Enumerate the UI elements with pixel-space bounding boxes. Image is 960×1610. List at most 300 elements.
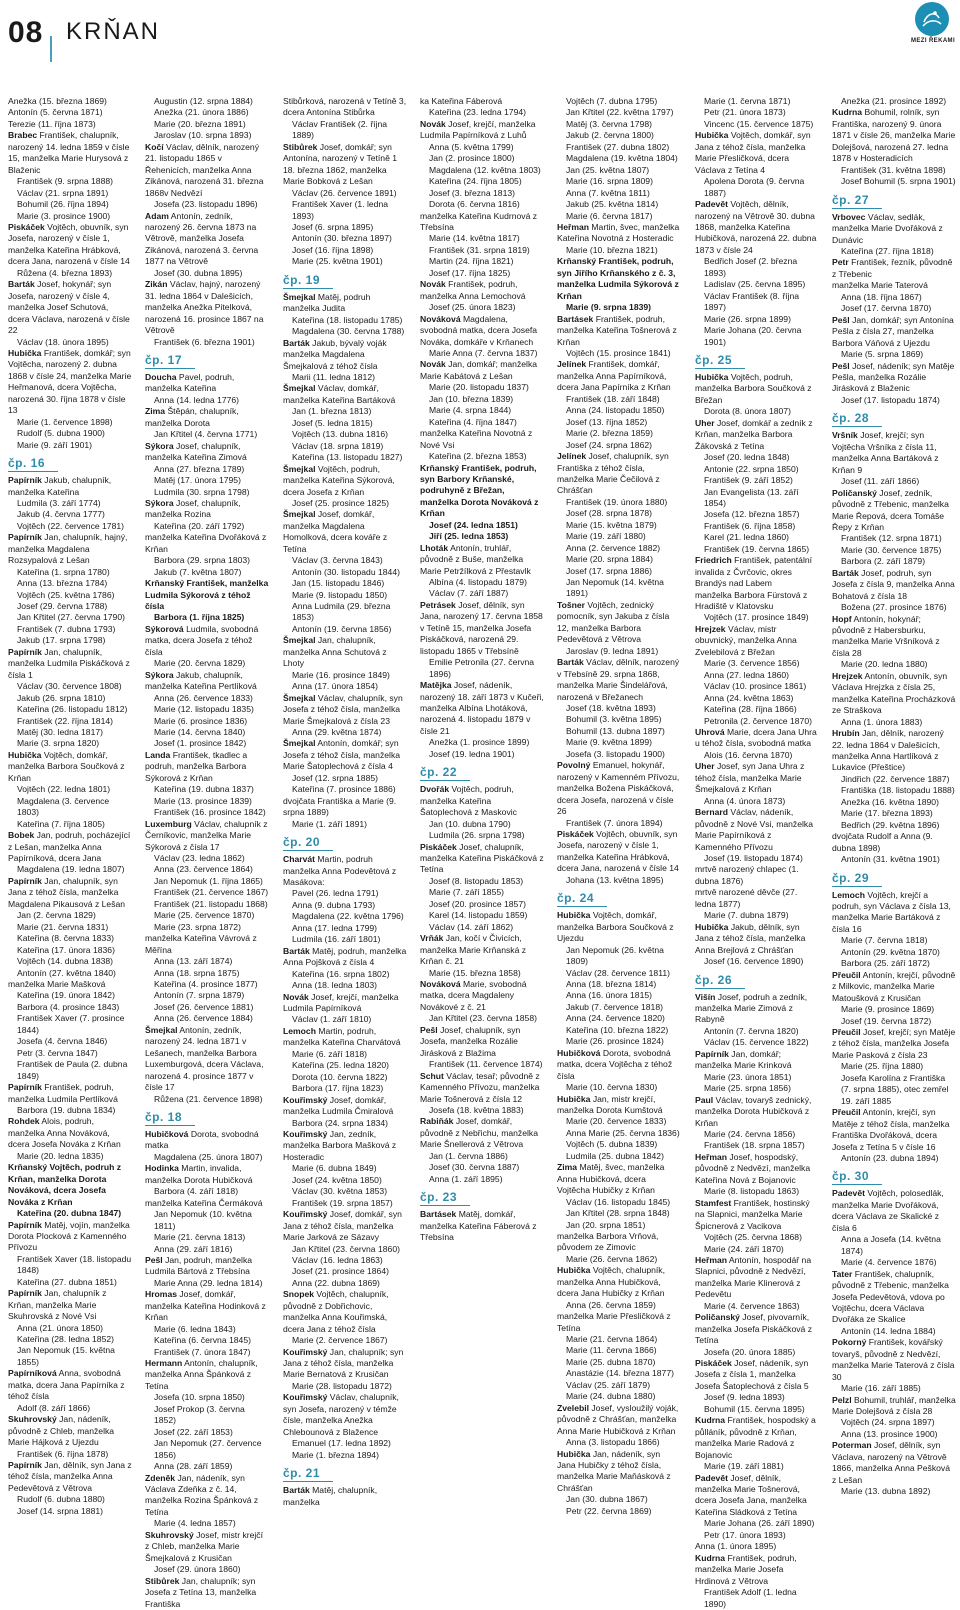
entry-text: Josef (9. ledna 1893) xyxy=(704,1392,785,1403)
family-entry xyxy=(695,922,819,956)
entry-text: Josef, krejčí, manželka Ludmila Papírníková xyxy=(283,991,399,1013)
entry-text: František, řezník, původně z Třebenic xyxy=(832,257,953,279)
child-entry xyxy=(420,1105,544,1116)
entry-text: Petr (22. června 1869) xyxy=(566,1505,652,1516)
child-entry xyxy=(832,1153,956,1164)
entry-name: Barták xyxy=(832,567,859,578)
entry-text: Vojtěch (13. dubna 1816) xyxy=(292,429,389,440)
entry-text: Josefa (20. února 1885) xyxy=(704,1346,796,1357)
child-entry xyxy=(420,1013,544,1024)
child-entry xyxy=(145,853,269,864)
entry-text: Matěj (3. června 1798) xyxy=(566,118,652,129)
entry-text: Marie (2. března 1859) xyxy=(566,428,653,439)
entry-text: Marie (4. července 1863) xyxy=(704,1300,800,1311)
child-entry xyxy=(695,325,819,348)
entry-text: Václav, mistr obuvnický, manželka Anna Zvelebilová z Břežan xyxy=(695,623,797,657)
entry-text: Marie (6. června 1817) xyxy=(566,210,653,221)
family-entry xyxy=(557,314,681,348)
entry-text: Ludmila (26. srpna 1798) xyxy=(429,830,525,841)
entry-text: Anna (16. února 1815) xyxy=(566,990,653,1001)
entry-name: Hubička xyxy=(695,371,729,382)
child-entry xyxy=(8,681,132,692)
child-entry xyxy=(557,176,681,187)
entry-name: Hubička xyxy=(695,921,729,932)
entry-text: Kateřina (20. září 1792) xyxy=(154,520,245,531)
entry-text: Anna (9. dubna 1793) xyxy=(292,899,376,910)
child-entry xyxy=(695,853,819,864)
entry-text: Vojtěch (17. prosince 1849) xyxy=(704,612,809,623)
entry-text: Marie (20. června 1829) xyxy=(154,658,246,669)
column-2 xyxy=(145,96,269,1609)
entry-text: Anna (28. září 1859) xyxy=(154,1461,233,1472)
entry-text: dvojčata Rudolf a Anna (9. dubna 1898) xyxy=(832,831,933,853)
entry-name: Barták xyxy=(283,1485,310,1496)
child-entry xyxy=(283,1014,407,1025)
entry-text: Václav, dělník, narozený 21. listopadu 1865 v Řehenicích, manželka Anna Zikánová, narozená 31. března 1868v Nedvězí xyxy=(145,141,264,198)
entry-text: Emanuel, hokynář, narozený v Kamenném Přívozu, manželka Božena Piskáčková, dcera Josefa, narozená v čísle 26 xyxy=(557,760,680,817)
entry-text: Marie (25. října 1880) xyxy=(841,1061,924,1072)
entry-text: Magdalena (19. května 1804) xyxy=(566,153,678,164)
child-entry xyxy=(695,704,819,715)
entry-text: Josef, krejčí; syn Matěje z téhož čísla, manželka Josefa Marie Pasková z čísla 23 xyxy=(832,1026,956,1060)
family-entry xyxy=(283,1392,407,1438)
child-entry xyxy=(557,1254,681,1265)
child-entry xyxy=(145,429,269,440)
entry-text: Marie (28. listopadu 1872) xyxy=(292,1380,392,1391)
entry-name: Sýkora xyxy=(145,497,174,508)
entry-name: Poterman xyxy=(832,1440,872,1451)
entry-text: Václav František (8. října 1897) xyxy=(704,290,800,313)
child-entry xyxy=(8,819,132,830)
child-entry xyxy=(557,1391,681,1402)
entry-name: Nováková xyxy=(420,313,461,324)
family-entry xyxy=(145,1163,269,1186)
child-entry xyxy=(557,1151,681,1162)
entry-text: Marie (6. dubna 1849) xyxy=(292,1163,377,1174)
entry-name: Jelínek xyxy=(557,359,587,370)
child-entry xyxy=(8,933,132,944)
child-entry xyxy=(145,784,269,795)
entry-text: Josef (6. srpna 1895) xyxy=(292,221,374,232)
entry-text: Josef (1. prosince 1842) xyxy=(154,738,247,749)
entry-text: František, chalupník, narozený 14. ledna 1859 v čísle 15, manželka Marie Hurysová z Blaženic xyxy=(8,130,130,175)
entry-text: Marie (5. srpna 1869) xyxy=(841,349,924,360)
child-entry xyxy=(557,1506,681,1517)
entry-name: Pokorný xyxy=(832,1337,867,1348)
child-entry xyxy=(283,418,407,429)
family-entry xyxy=(145,1255,269,1278)
child-entry xyxy=(8,1277,132,1288)
entry-text: Anna (27. března 1789) xyxy=(154,463,245,474)
family-entry xyxy=(557,451,681,497)
child-entry xyxy=(695,956,819,967)
child-entry xyxy=(832,292,956,303)
entry-name: Vrňák xyxy=(420,933,444,944)
entry-text: Marie (8. listopadu 1863) xyxy=(704,1186,800,1197)
child-entry xyxy=(283,1198,407,1209)
family-entry xyxy=(695,1049,819,1072)
child-entry xyxy=(420,657,544,680)
entry-text: Josef (3. března 1813) xyxy=(429,187,515,198)
house-number-heading: čp. 17 xyxy=(145,353,195,369)
entry-text: Antonín (30. listopadu 1844) xyxy=(292,566,400,577)
entry-text: Vojtěch, obuvník, syn Josefa, narozený v čísle 1, manželka Kateřina Hrábková, dcera Jana, narozená v čísle 14 xyxy=(8,221,130,267)
family-entry xyxy=(832,107,956,164)
entry-text: Petr (21. února 1873) xyxy=(704,107,786,118)
entry-name: Pešl xyxy=(145,1254,163,1265)
child-entry xyxy=(145,658,269,669)
family-entry xyxy=(832,1337,956,1383)
child-entry xyxy=(8,211,132,222)
entry-text: Marie (16. prosince 1849) xyxy=(292,669,390,680)
child-entry xyxy=(832,935,956,946)
child-entry xyxy=(695,107,819,118)
entry-text: František, chalupník, původně z Třebenic, manželka Josefa Pedevětová, vdova po Vojtěchu, dcera Václava Dvořáka ze Skalice xyxy=(832,1268,949,1325)
entry-name: Přeučil xyxy=(832,1026,861,1037)
child-entry xyxy=(695,1129,819,1140)
entry-text: Václav František (2. října 1889) xyxy=(292,118,388,141)
entry-text: Apolena Dorota (9. června 1887) xyxy=(704,176,805,198)
entry-text: Anna (18. března 1814) xyxy=(566,978,657,989)
child-entry xyxy=(695,1518,819,1529)
family-entry xyxy=(695,130,819,176)
child-entry xyxy=(8,1013,132,1036)
entry-text: František, hostinský na Slapnici, manželka Marie Špicnerová z Vacikova xyxy=(695,1197,810,1231)
family-entry xyxy=(557,1311,681,1334)
child-entry xyxy=(557,199,681,210)
child-entry xyxy=(832,659,956,670)
family-entry xyxy=(557,760,681,817)
entry-text: ka Kateřina Fáberová xyxy=(420,96,503,106)
child-entry xyxy=(145,199,269,210)
entry-text: Anna, svobodná matka, dcera Jana Papírníka z téhož čísla xyxy=(8,1368,125,1402)
child-entry xyxy=(557,1013,681,1024)
entry-text: František Xaver (18. listopadu 1848) xyxy=(17,1253,132,1276)
entry-text: Marie (19. září 1881) xyxy=(704,1461,784,1472)
entry-name: Pešl xyxy=(832,314,850,325)
family-entry xyxy=(832,890,956,936)
entry-name: Papírník xyxy=(8,646,42,657)
child-entry xyxy=(8,956,132,967)
family-entry xyxy=(695,1473,819,1519)
entry-text: Jan Nepomuk (27. července 1856) xyxy=(154,1438,262,1460)
family-entry xyxy=(695,590,819,613)
entry-text: Marie (3. července 1856) xyxy=(704,658,800,669)
child-entry xyxy=(8,990,132,1001)
child-entry xyxy=(8,635,132,646)
family-entry xyxy=(832,430,956,476)
entry-text: Kateřina (4. prosince 1877) xyxy=(154,978,258,989)
house-number-heading: čp. 21 xyxy=(283,1466,333,1482)
entry-text: František de Paula (2. dubna 1849) xyxy=(17,1059,128,1081)
entry-name: Heřman xyxy=(695,1254,727,1265)
family-entry xyxy=(557,1403,681,1437)
entry-text: Josefa (18. května 1883) xyxy=(429,1104,524,1115)
child-entry xyxy=(145,1461,269,1472)
family-entry xyxy=(695,555,819,589)
entry-text: Josef (16. října 1898) xyxy=(292,244,374,255)
child-entry xyxy=(420,899,544,910)
entry-text: Kateřina (24. října 1805) xyxy=(429,176,522,187)
entry-text: Marie (21. června 1864) xyxy=(566,1334,658,1345)
entry-text: manželka Kateřina Dvořáková z Krňan xyxy=(145,532,267,554)
child-entry xyxy=(420,588,544,599)
entry-name: Krňanský František, manželka Ludmila Sýkorová z téhož čísla xyxy=(145,578,269,612)
entry-text: Anastázie (14. března 1877) xyxy=(566,1368,674,1379)
entry-text: Anna (17. ledna 1799) xyxy=(292,922,378,933)
entry-text: Vojtěch, podruh, manželka Kateřina Sýkorová, dcera Josefa z Krňan xyxy=(283,463,395,497)
family-entry xyxy=(420,1025,544,1059)
child-entry xyxy=(420,256,544,267)
family-entry xyxy=(8,647,132,681)
family-entry xyxy=(145,498,269,521)
child-entry xyxy=(695,612,819,623)
house-number-heading: čp. 19 xyxy=(283,273,333,289)
child-entry xyxy=(145,807,269,818)
child-entry xyxy=(283,567,407,578)
child-entry xyxy=(557,749,681,760)
child-entry xyxy=(557,543,681,554)
entry-name: Dvořák xyxy=(420,784,450,795)
entry-text: Matěj, domkář, manželka Kateřina Fáberová z Třebsína xyxy=(420,1209,537,1243)
child-entry xyxy=(8,968,132,979)
child-entry xyxy=(283,934,407,945)
child-entry xyxy=(8,1403,132,1414)
entry-name: Kudrna xyxy=(832,107,863,118)
child-entry xyxy=(283,245,407,256)
entry-name: Stamfest xyxy=(695,1197,732,1208)
entry-text: Jan (10. dubna 1790) xyxy=(429,818,511,829)
child-entry xyxy=(420,176,544,187)
entry-name: Hromas xyxy=(145,1289,177,1300)
child-entry xyxy=(283,326,407,337)
family-entry xyxy=(695,418,819,452)
child-entry xyxy=(557,1334,681,1345)
child-entry xyxy=(557,818,681,829)
child-entry xyxy=(8,1105,132,1116)
entry-text: Marie (25. července 1870) xyxy=(154,910,255,921)
entry-text: Vojtěch, chalupník, manželka Anna Hubičková, dcera Jana Hubičky z Krňan xyxy=(557,1265,665,1299)
child-entry xyxy=(695,406,819,417)
entry-text: Marie, dcera Jana Uhra u téhož čísla, svobodná matka xyxy=(695,727,817,749)
family-entry xyxy=(832,315,956,349)
child-entry xyxy=(695,475,819,486)
entry-text: Marie (13. prosince 1839) xyxy=(154,795,252,806)
entry-text: Antonín (14. ledna 1884) xyxy=(841,1325,936,1336)
entry-text: Marie (3. prosince 1900) xyxy=(17,210,111,221)
entry-text: Josefa Karolína z Františka (7. srpna 1885), otec zemřel 19. září 1885 xyxy=(841,1072,949,1106)
child-entry xyxy=(283,1060,407,1071)
entry-text: Růžena (4. března 1893) xyxy=(17,267,113,278)
entry-text: manželka Kateřina Novotná z Nové Vsi xyxy=(420,428,533,450)
entry-text: Václav, chalupník z Černíkovic, manželka Marie Sýkorová z čísla 17 xyxy=(145,818,268,852)
house-number-heading: čp. 28 xyxy=(832,411,882,427)
entry-text: Václav, domkář, manželka Kateřina Bartáková xyxy=(283,383,396,405)
entry-name: Kouřimský xyxy=(283,1209,328,1220)
entry-text: Josef, domkář, manželka Ludmila Čmiralová xyxy=(283,1094,394,1117)
child-entry xyxy=(557,130,681,141)
entry-text: Josef, domkář, původně z Nebřichu, manželka Marie Šnellerová z Větrova xyxy=(420,1116,538,1150)
entry-text: Jan (15. listopadu 1846) xyxy=(292,578,385,589)
entry-name: Papírník xyxy=(8,1082,42,1093)
child-entry xyxy=(283,969,407,980)
entry-text: Anna (5. května 1799) xyxy=(429,141,514,152)
entry-text: Antonín (5. června 1871) xyxy=(8,107,103,118)
entry-text: František, kovářský tovaryš, původně z Nedvězí, manželka Marie Taterová z čísla 30 xyxy=(832,1337,955,1382)
entry-text: Anna (13. prosince 1900) xyxy=(841,1428,938,1439)
family-entry xyxy=(420,842,544,876)
entry-text: Jan, nádeník, původně z Chleb, manželka Marie Hájková z Ujezdu xyxy=(8,1414,115,1448)
entry-text: Anna (24. července 1820) xyxy=(566,1013,665,1024)
family-entry xyxy=(420,314,544,348)
family-entry xyxy=(8,1220,132,1254)
entry-text: Jan, mistr krejčí, manželka Dorota Kumštová xyxy=(557,1093,663,1115)
entry-name: Heřman xyxy=(557,221,589,232)
entry-text: Barbora (29. srpna 1803) xyxy=(154,555,251,566)
entry-text: Martin, podruh manželka Anna Podevětová z Masákova: xyxy=(283,854,397,887)
family-entry xyxy=(145,1025,269,1094)
entry-text: Marie (25. srpna 1856) xyxy=(704,1083,791,1094)
entry-text: Ludmila, svobodná matka, dcera Josefa z téhož čísla xyxy=(145,623,259,657)
entry-text: Jan (1. června 1886) xyxy=(429,1150,508,1161)
child-entry xyxy=(420,451,544,462)
child-entry xyxy=(557,508,681,519)
entry-text: Magdalena, svobodná matka, dcera Josefa Nováka, domkáře v Krňanech xyxy=(420,313,538,347)
entry-text: Anna (1. února 1895) xyxy=(695,1541,777,1552)
entry-text: František (12. srpna 1871) xyxy=(841,533,942,544)
child-entry xyxy=(145,96,269,107)
child-entry xyxy=(695,1232,819,1243)
entry-text: Anna (18. srpna 1875) xyxy=(154,967,240,978)
entry-text: Josefa (23. listopadu 1896) xyxy=(154,199,258,210)
entry-name: Šmejkal xyxy=(283,291,316,302)
child-entry xyxy=(695,256,819,279)
entry-text: František, patentální invalida z Čvrčovic, okres Brandýs nad Labem xyxy=(695,555,813,589)
entry-text: Anna (24. května 1863) xyxy=(704,692,794,703)
entry-text: manželka Kateřina Čermáková xyxy=(145,1197,263,1208)
entry-name: Šmejkal xyxy=(283,509,316,520)
child-entry xyxy=(8,1036,132,1047)
entry-text: Marie (16. srpna 1809) xyxy=(566,176,653,187)
child-entry xyxy=(283,498,407,509)
entry-text: Josefa (10. srpna 1850) xyxy=(154,1392,245,1403)
entry-name: Tater xyxy=(832,1268,853,1279)
family-entry xyxy=(832,568,956,602)
entry-text: Marie (14. června 1840) xyxy=(154,727,246,738)
entry-text: František (19. června 1865) xyxy=(704,543,810,554)
entry-text: Marie (15. března 1858) xyxy=(429,967,521,978)
entry-name: Sýkora xyxy=(145,669,174,680)
entry-text: František, domkář, manželka Anna Papírníková, dcera Jana Papírníka z Krňan xyxy=(557,359,671,393)
child-entry xyxy=(420,737,544,748)
entry-text: Marie (7. června 1818) xyxy=(841,935,928,946)
entry-text: Antonín, zedník, narozený 24. ledna 1871 v Lešanech, manželka Barbora Luxemburgová, dcera Václava, narozená 4. prosince 1877 v čísle 17 xyxy=(145,1024,264,1093)
entry-text: Antonie (22. srpna 1850) xyxy=(704,463,799,474)
entry-text: Josef (21. prosince 1864) xyxy=(292,1266,389,1277)
entry-name: Hubička xyxy=(695,130,729,141)
entry-text: Jindřich (22. července 1887) xyxy=(841,773,950,784)
entry-name: Přeučil xyxy=(832,969,861,980)
child-entry xyxy=(832,947,956,958)
entry-text: Václav (3. června 1843) xyxy=(292,555,383,566)
child-entry xyxy=(145,1013,269,1024)
entry-text: Anna (26. července 1833) xyxy=(154,692,253,703)
family-entry xyxy=(557,1449,681,1495)
entry-text: Jan, podruh, manželka Ludmila Bártová z Třebsína xyxy=(145,1254,253,1277)
entry-text: Marie (6. prosince 1836) xyxy=(154,715,248,726)
entry-text: Matěj (30. ledna 1817) xyxy=(17,727,103,738)
entry-text: Antonín (19. června 1856) xyxy=(292,623,392,634)
entry-text: Marie (12. listopadu 1835) xyxy=(154,704,254,715)
entry-text: František Xaver (1. ledna 1893) xyxy=(292,199,389,221)
family-entry xyxy=(695,1095,819,1129)
entry-text: Josef, chalupník, syn Josefa, manželka Rozálie Jirásková z Blažima xyxy=(420,1024,521,1058)
child-entry xyxy=(283,256,407,267)
entry-text: Jan, kočí v Čivicích, manželka Marie Krňanská z Krňan č. 21 xyxy=(420,933,527,967)
child-entry xyxy=(557,440,681,451)
child-entry xyxy=(283,1255,407,1266)
entry-name: Lemoch xyxy=(832,889,865,900)
entry-text: Marie (25. května 1901) xyxy=(292,256,383,267)
entry-text: Antonín (31. května 1901) xyxy=(841,854,940,865)
entry-name: Lemoch xyxy=(283,1025,316,1036)
entry-text: Václav (18. srpna 1819) xyxy=(292,440,384,451)
entry-text: František, hospodský a půlláník, původně z Krňan, manželka Marie Radová z Bojanovic xyxy=(695,1415,816,1460)
child-entry xyxy=(695,544,819,555)
child-entry xyxy=(420,922,544,933)
child-entry xyxy=(557,1197,681,1208)
family-entry xyxy=(145,750,269,784)
entry-text: Jan, chalupník, hajný, manželka Magdalena Rozsypalová z Lešan xyxy=(8,532,128,566)
entry-text: František, domkář; syn Vojtěcha, narozený 2. dubna 1868 v čísle 24, manželka Marie Heřmanová, dcera Vojtěcha, narozená 30. října 1878 v čísle 13 xyxy=(8,347,132,416)
child-entry xyxy=(420,348,544,359)
entry-name: Kočí xyxy=(145,141,164,152)
entry-text: Josef, nádeník, syn Josefa z čísla 1, manželka Josefa Šatoplechová z čísla 5 xyxy=(695,1358,809,1391)
entry-text: Jan Křtitel (23. června 1860) xyxy=(292,1243,400,1254)
child-entry xyxy=(557,245,681,256)
entry-text: Marie (20. července 1833) xyxy=(566,1116,667,1127)
child-entry xyxy=(8,612,132,623)
child-entry xyxy=(8,567,132,578)
child-entry xyxy=(8,1048,132,1059)
entry-text: Jan (1. března 1813) xyxy=(292,406,372,417)
entry-text: Jan, chalupník; syn Jana z téhož čísla, manželka Marie Bernatová z Krusičan xyxy=(283,1346,404,1380)
entry-text: Josef, podruh a zedník, manželka Marie Zimová z Rabyně xyxy=(695,991,808,1025)
entry-text: Magdalena (12. května 1803) xyxy=(429,164,541,175)
child-entry xyxy=(420,1151,544,1162)
entry-text: František (31. srpna 1819) xyxy=(429,244,530,255)
entry-name: Kateřina (20. dubna 1847) xyxy=(17,1208,122,1219)
entry-name: Papírník xyxy=(8,1219,42,1230)
family-entry xyxy=(283,693,407,727)
child-entry xyxy=(145,475,269,486)
entry-name: Brabec xyxy=(8,130,38,141)
entry-name: Rohdek xyxy=(8,1116,40,1127)
entry-text: Josef (17. listopadu 1874) xyxy=(841,394,940,405)
child-entry xyxy=(283,555,407,566)
child-entry xyxy=(145,1564,269,1575)
entry-text: Marie (23. února 1851) xyxy=(704,1071,792,1082)
entry-text: Matěj, chalupník, manželka xyxy=(283,1485,378,1507)
entry-text: Vojtěch, domkář, manželka Barbora Součková z Krňan xyxy=(8,749,125,783)
child-entry xyxy=(557,577,681,600)
entry-text: Josefa (4. června 1846) xyxy=(17,1036,108,1047)
child-entry xyxy=(557,875,681,886)
entry-text: Václav (10. prosince 1861) xyxy=(704,681,807,692)
entry-text: Josef (28. srpna 1878) xyxy=(566,508,652,519)
child-entry xyxy=(695,910,819,921)
child-entry xyxy=(695,1404,819,1415)
